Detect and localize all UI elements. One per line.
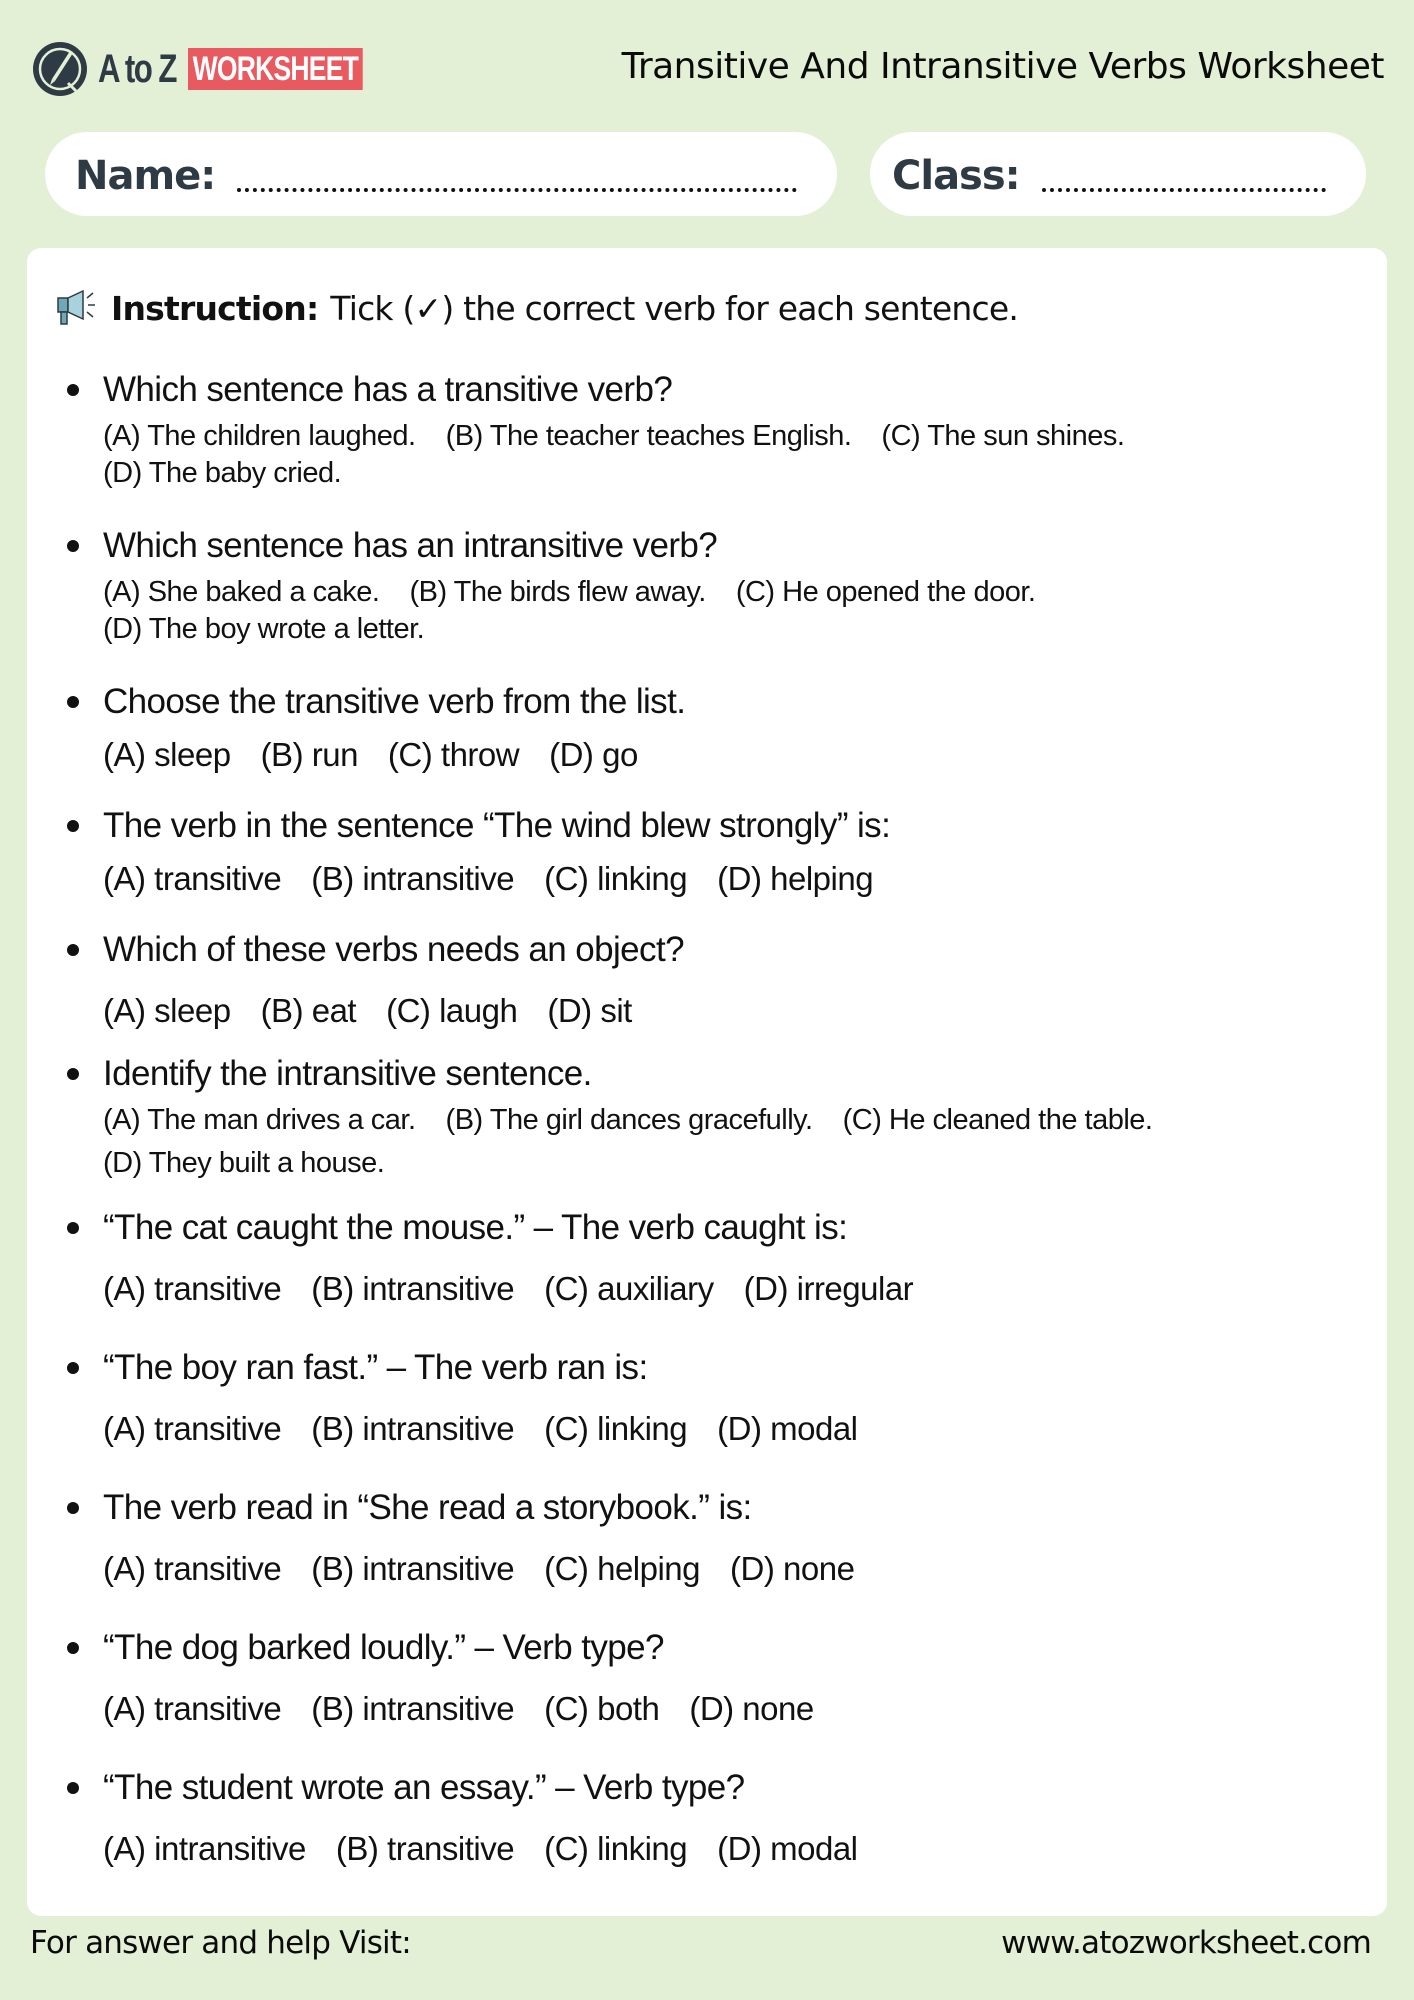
bullet-icon [67,696,79,708]
option-b[interactable]: (B) eat [260,992,357,1029]
option-a[interactable]: (A) transitive [103,1550,282,1587]
question-stem: “The dog barked loudly.” – Verb type? [103,1628,664,1667]
option-a[interactable]: (A) sleep [103,736,231,773]
option-b[interactable]: (B) The teacher teaches English. [445,420,852,452]
option-b[interactable]: (B) The girl dances gracefully. [445,1104,813,1136]
logo-text: A to Z [98,46,176,91]
option-d[interactable]: (D) go [549,736,638,773]
bullet-icon [67,1642,79,1654]
pen-logo-icon [30,39,90,99]
instruction-label: Instruction: [111,288,319,328]
question-5 [67,930,1367,1030]
logo-badge: WORKSHEET [188,48,363,90]
option-d[interactable]: (D) The boy wrote a letter. [103,613,425,645]
option-c[interactable]: (C) The sun shines. [881,420,1125,452]
option-b[interactable]: (B) intransitive [311,860,515,897]
question-1 [67,370,1367,490]
option-b[interactable]: (B) transitive [335,1830,515,1867]
option-d[interactable]: (D) helping [717,860,874,897]
question-4 [67,806,1367,898]
name-label: Name: [75,153,216,199]
question-stem: “The boy ran fast.” – The verb ran is: [103,1348,648,1387]
question-10 [67,1628,1367,1728]
option-c[interactable]: (C) both [544,1690,660,1727]
bullet-icon [67,1782,79,1794]
option-a[interactable]: (A) transitive [103,1270,282,1307]
question-3 [67,682,1367,774]
option-b[interactable]: (B) intransitive [311,1690,515,1727]
question-2 [67,526,1367,646]
question-stem: “The student wrote an essay.” – Verb type? [103,1768,745,1807]
question-stem: “The cat caught the mouse.” – The verb caught is: [103,1208,848,1247]
header [0,0,1414,130]
question-6 [67,1054,1367,1180]
option-d[interactable]: (D) none [730,1550,855,1587]
question-stem: Which of these verbs needs an object? [103,930,684,969]
option-b[interactable]: (B) intransitive [311,1550,515,1587]
option-d[interactable]: (D) They built a house. [103,1147,385,1179]
option-c[interactable]: (C) He opened the door. [735,576,1036,608]
option-d[interactable]: (D) The baby cried. [103,457,342,489]
option-c[interactable]: (C) auxiliary [544,1270,714,1307]
option-b[interactable]: (B) run [260,736,358,773]
option-a[interactable]: (A) intransitive [103,1830,306,1867]
name-field[interactable] [45,132,837,216]
question-stem: The verb read in “She read a storybook.” is: [103,1488,752,1527]
question-stem: The verb in the sentence “The wind blew strongly” is: [103,806,891,845]
option-a[interactable]: (A) transitive [103,1410,282,1447]
question-stem: Which sentence has a transitive verb? [103,370,673,409]
instruction [55,288,1018,328]
option-a[interactable]: (A) The man drives a car. [103,1104,416,1136]
footer [30,1925,1371,1961]
footer-help-text: For answer and help Visit: [30,1925,411,1961]
option-c[interactable]: (C) throw [387,736,520,773]
option-d[interactable]: (D) none [689,1690,814,1727]
option-b[interactable]: (B) intransitive [311,1410,515,1447]
bullet-icon [67,944,79,956]
name-blank-line[interactable] [237,188,797,192]
option-d[interactable]: (D) irregular [743,1270,914,1307]
worksheet-card [27,248,1387,1916]
question-9 [67,1488,1367,1588]
bullet-icon [67,820,79,832]
bullet-icon [67,1222,79,1234]
bullet-icon [67,1362,79,1374]
class-field[interactable] [870,132,1366,216]
option-a[interactable]: (A) sleep [103,992,231,1029]
class-blank-line[interactable] [1042,188,1326,192]
question-stem: Choose the transitive verb from the list. [103,682,686,721]
bullet-icon [67,1068,79,1080]
option-a[interactable]: (A) transitive [103,1690,282,1727]
option-a[interactable]: (A) She baked a cake. [103,576,380,608]
question-stem: Identify the intransitive sentence. [103,1054,592,1093]
option-a[interactable]: (A) The children laughed. [103,420,416,452]
footer-website-link[interactable]: www.atozworksheet.com [1001,1925,1371,1961]
bullet-icon [67,540,79,552]
instruction-text: Tick (✓) the correct verb for each sentence. [330,288,1019,328]
option-c[interactable]: (C) linking [544,1410,688,1447]
option-c[interactable]: (C) linking [544,1830,688,1867]
option-b[interactable]: (B) intransitive [311,1270,515,1307]
logo [30,38,412,100]
question-11 [67,1768,1367,1868]
option-d[interactable]: (D) modal [717,1830,858,1867]
option-c[interactable]: (C) helping [544,1550,701,1587]
option-c[interactable]: (C) He cleaned the table. [842,1104,1153,1136]
bullet-icon [67,384,79,396]
option-b[interactable]: (B) The birds flew away. [409,576,706,608]
option-d[interactable]: (D) modal [717,1410,858,1447]
option-a[interactable]: (A) transitive [103,860,282,897]
page-title: Transitive And Intransitive Verbs Worksheet [621,46,1384,87]
option-d[interactable]: (D) sit [547,992,632,1029]
option-c[interactable]: (C) linking [544,860,688,897]
class-label: Class: [892,153,1020,199]
megaphone-icon [55,288,101,328]
option-c[interactable]: (C) laugh [386,992,518,1029]
question-8 [67,1348,1367,1448]
bullet-icon [67,1502,79,1514]
question-stem: Which sentence has an intransitive verb? [103,526,718,565]
question-7 [67,1208,1367,1308]
